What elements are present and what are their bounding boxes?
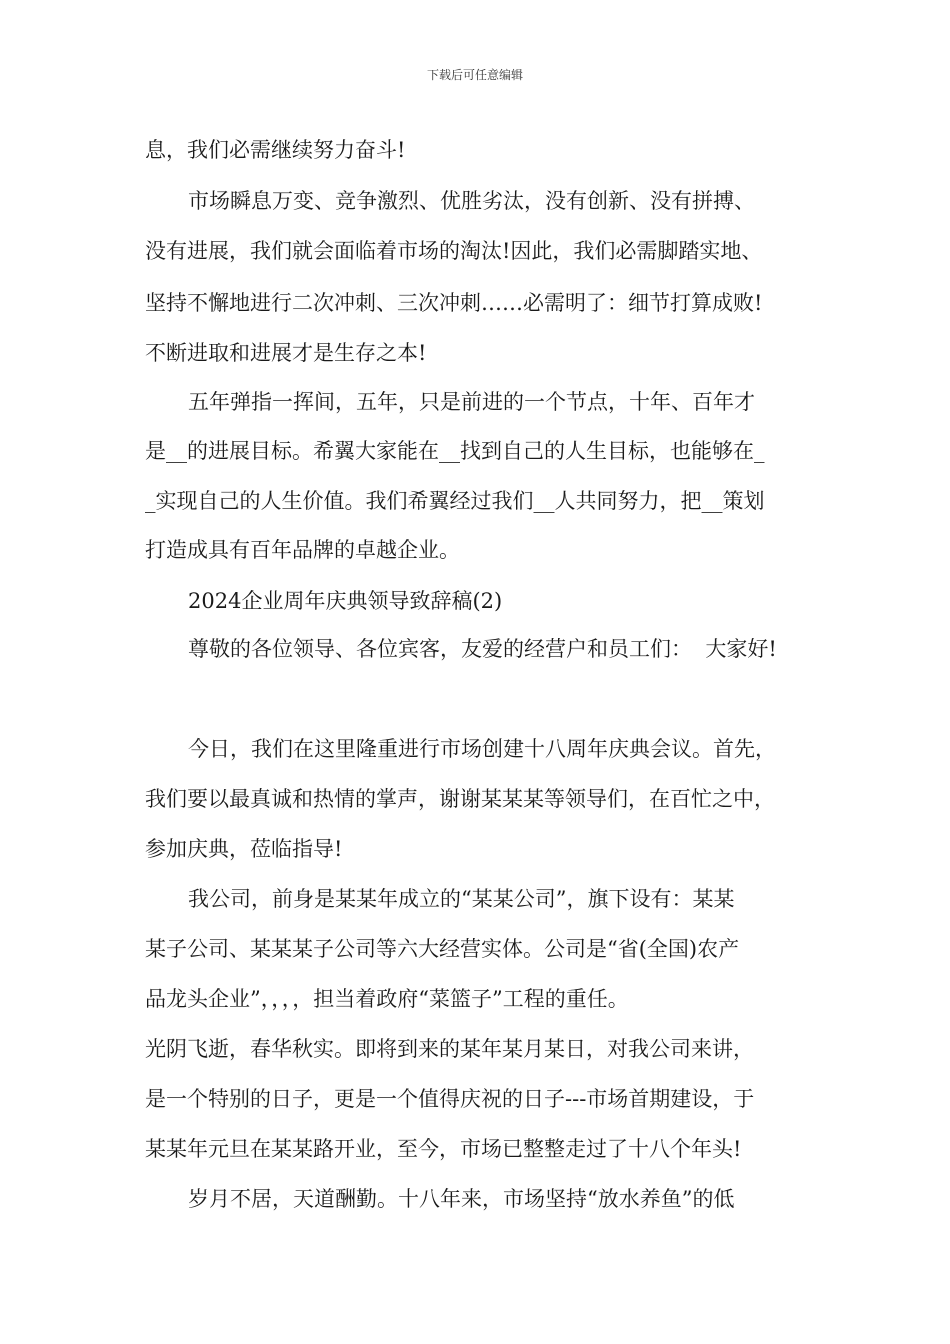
paragraph-line: 我们要以最真诚和热情的掌声，谢谢某某某等领导们，在百忙之中， [145,787,775,811]
paragraph-line: 品龙头企业”，，，，担当着政府“菜篮子”工程的重任。 [145,987,629,1011]
paragraph-line: _实现自己的人生价值。我们希翼经过我们__人共同努力，把__策划 [145,489,765,513]
paragraph-line: 今日，我们在这里隆重进行市场创建十八周年庆典会议。首先， [188,737,776,761]
paragraph-line: 某子公司、某某某子公司等六大经营实体。公司是“省(全国)农产 [145,937,740,961]
paragraph-line: 市场瞬息万变、竞争激烈、优胜劣汰，没有创新、没有拼搏、 [188,189,755,213]
paragraph-line: 坚持不懈地进行二次冲刺、三次冲刺……必需明了：细节打算成败! [145,291,763,315]
paragraph-line: 打造成具有百年品牌的卓越企业。 [145,538,460,562]
paragraph-line: 没有进展，我们就会面临着市场的淘汰!因此，我们必需脚踏实地、 [145,239,763,263]
paragraph-line: 我公司，前身是某某年成立的“某某公司”，旗下设有：某某 [188,887,735,911]
greeting-line: 尊敬的各位领导、各位宾客，友爱的经营户和员工们： 大家好! [188,637,777,661]
paragraph-line: 光阴飞逝，春华秋实。即将到来的某年某月某日，对我公司来讲， [145,1037,754,1061]
paragraph-line: 是一个特别的日子，更是一个值得庆祝的日子---市场首期建设，于 [145,1087,755,1111]
section-title: 2024企业周年庆典领导致辞稿(2) [188,589,503,613]
paragraph-line: 某某年元旦在某某路开业，至今，市场已整整走过了十八个年头! [145,1137,742,1161]
paragraph-line: 不断进取和进展才是生存之本! [145,341,427,365]
page-header: 下载后可任意编辑 [426,68,523,82]
paragraph-line: 是__的进展目标。希翼大家能在__找到自己的人生目标，也能够在_ [145,439,765,463]
paragraph-line: 息，我们必需继续努力奋斗! [145,138,406,162]
paragraph-line: 参加庆典，莅临指导! [145,837,343,861]
paragraph-line: 岁月不居，天道酬勤。十八年来，市场坚持“放水养鱼”的低 [188,1187,735,1211]
paragraph-line: 五年弹指一挥间，五年，只是前进的一个节点，十年、百年才 [188,390,755,414]
